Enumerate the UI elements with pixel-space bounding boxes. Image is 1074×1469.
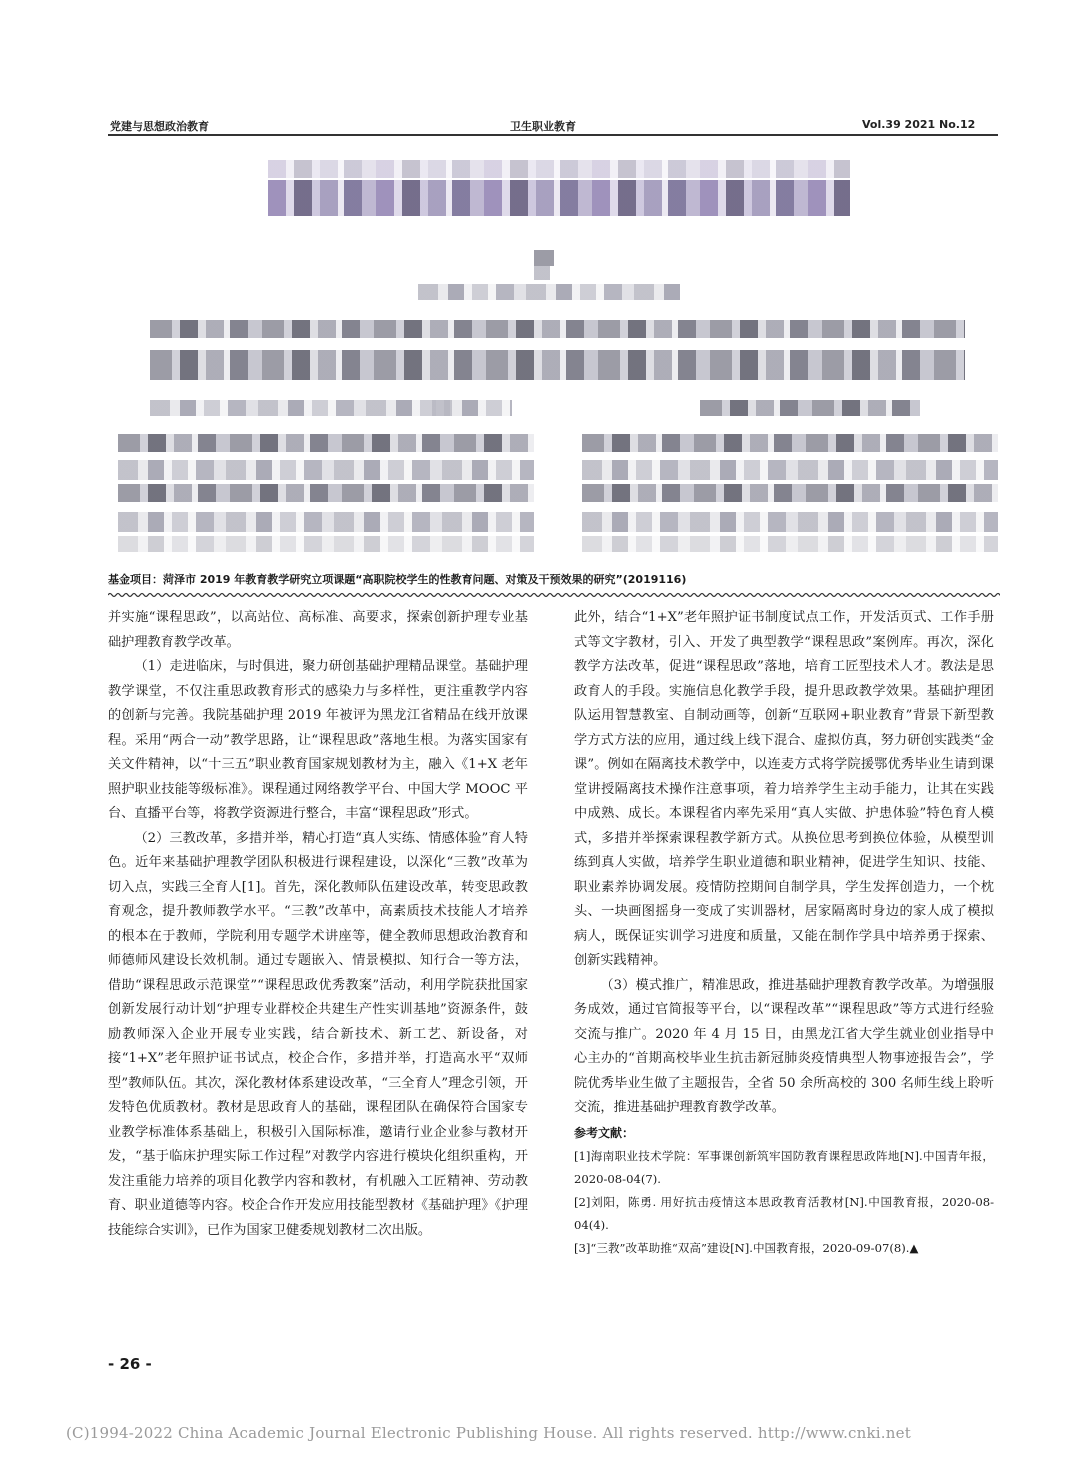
wavy-divider [108,592,1000,598]
left-paragraph-2: （2）三教改革，多措并举，精心打造“真人实练、情感体验”育人特色。近年来基础护理教学团队积极进行课程建设，以深化“三教”改革为切入点，实践三全育人[1]。首先，深化教师队伍建设改革，转变思政教育观念，提升教师教学水平。“三教”改革中，高素质技术技能人才培养的根本在于教师，学院利用专题学术讲座等，健全教师思想政治教育和师德师风建设长效机制。通过专题嵌入、情景模拟、知行合一等方法，借助“课程思政示范课堂”“课程思政优秀教案”活动，利用学院获批国家创新发展行动计划“护理专业群校企共建生产性实训基地”资源条件，鼓励教师深入企业开展专业实践，结合新技术、新工艺、新设备，对接“1+X”老年照护证书试点，校企合作，多措并举，打造高水平“双师型”教师队伍。其次，深化教材体系建设改革，“三全育人”理念引领，开发特色优质教材。教材是思政育人的基础，课程团队在确保符合国家专业教学标准体系基础上，积极引入国际标准，邀请行业企业参与教材开发，“基于临床护理实际工作过程”对教学内容进行模块化组织重构，开发注重能力培养的项目化教学内容和教材，有机融入工匠精神、劳动教育、职业道德等内容。校企合作开发应用技能型教材《基础护理》《护理技能综合实训》，已作为国家卫健委规划教材二次出版。 [108,830,528,1238]
redacted-intro-left-2 [118,460,534,480]
redacted-intro-left-5 [118,536,534,552]
journal-name: 卫生职业教育 [510,120,576,133]
reference-item: [3]“三教”改革助推“双高”建设[N].中国教育报，2020-09-07(8).▲ [574,1241,919,1255]
right-paragraph-1: （3）模式推广，精准思政，推进基础护理教育教学改革。为增强服务成效，通过官简报等平台，以“课程改革”“课程思政”等方式进行经验交流与推广。2020 年 4 月 15 日，由黑龙江省大学生就业创业指导中心主办的“首期高校毕业生抗击新冠肺炎疫情典型人物事迹报告会”，学院优秀毕业生做了主题报告，全省 50 余所高校的 300 名师生线上聆听交流，推进基础护理教育教学改革。 [574,977,994,1115]
page-number: - 26 - [108,1355,152,1373]
redacted-author-mark-2 [534,266,550,280]
left-paragraph-0: 并实施“课程思政”，以高站位、高标准、高要求，探索创新护理专业基础护理教育教学改革。 [108,610,528,650]
references-heading: 参考文献： [574,1125,635,1140]
fund-note: 基金项目：菏泽市 2019 年教育教学研究立项课题“高职院校学生的性教育问题、对策及干预效果的研究”(2019116) [108,573,687,586]
redacted-author-mark [534,250,554,266]
reference-item: [2]刘阳，陈勇. 用好抗击疫情这本思政教育活教材[N].中国教育报，2020-08-04(4). [574,1195,994,1232]
redacted-intro-left-1 [118,434,534,452]
redacted-intro-right-5 [582,536,998,552]
right-paragraph-0: 此外，结合“1+X”老年照护证书制度试点工作，开发活页式、工作手册式等文字教材，引入、开发了典型教学“课程思政”案例库。再次，深化教学方法改革，促进“课程思政”落地，培育工匠型技术人才。教法是思政育人的手段。实施信息化教学手段，提升思政教学效果。基础护理团队运用智慧教室、自制动画等，创新“互联网+职业教育”背景下新型教学方式方法的应用，通过线上线下混合、虚拟仿真，努力研创实践类“金课”。例如在隔离技术教学中，以连麦方式将学院援鄂优秀毕业生请到课堂讲授隔离技术操作注意事项，着力培养学生主动手能力，让其在实践中成熟、成长。本课程省内率先采用“真人实做、护患体验”特色育人模式，多措并举探索课程教学新方式。从换位思考到换位体验，从模型训练到真人实做，培养学生职业道德和职业精神，促进学生知识、技能、职业素养协调发展。疫情防控期间自制学具，学生发挥创造力，一个枕头、一块画图摇身一变成了实训器材，居家隔离时身边的家人成了模拟病人，既保证实训学习进度和质量，又能在制作学具中培养勇于探索、创新实践精神。 [574,610,994,968]
redacted-title-line-top [268,160,850,178]
redacted-abstract-line-2 [150,350,965,380]
redacted-intro-right-1 [582,434,998,452]
body-right-column [574,606,994,1260]
redacted-intro-left-3 [118,484,534,502]
journal-section-label: 党建与思想政治教育 [110,120,209,133]
redacted-intro-right-4 [582,512,998,532]
redacted-intro-right-3 [582,484,998,502]
redacted-keywords [150,400,450,416]
left-paragraph-1: （1）走进临床，与时俱进，聚力研创基础护理精品课堂。基础护理教学课堂，不仅注重思政教育形式的感染力与多样性，更注重教学内容的创新与完善。我院基础护理 2019 年被评为黑龙江省精品在线开放课程。采用“两合一动”教学思路，让“课程思政”落地生根。为落实国家有关文件精神，以“十三五”职业教育国家规划教材为主，融入《1+X 老年照护职业技能等级标准》。课程通过网络教学平台、中国大学 MOOC 平台、直播平台等，将教学资源进行整合，丰富“课程思政”形式。 [108,659,528,821]
header-rule [108,134,998,136]
redacted-abstract-line-1 [150,320,965,338]
redacted-title [268,180,850,216]
reference-item: [1]海南职业技术学院：军事课创新筑牢国防教育课程思政阵地[N].中国青年报，2020-08-04(7). [574,1149,994,1186]
redacted-article-id [700,400,920,416]
redacted-classification [432,400,512,416]
redacted-intro-left-4 [118,512,534,532]
copyright-footer: (C)1994-2022 China Academic Journal Electronic Publishing House. All rights reserved. http://www.cnki.net [66,1424,911,1442]
body-left-column [108,606,528,1243]
redacted-intro-right-2 [582,460,998,480]
volume-issue: Vol.39 2021 No.12 [862,118,976,131]
redacted-affiliation [418,284,680,300]
